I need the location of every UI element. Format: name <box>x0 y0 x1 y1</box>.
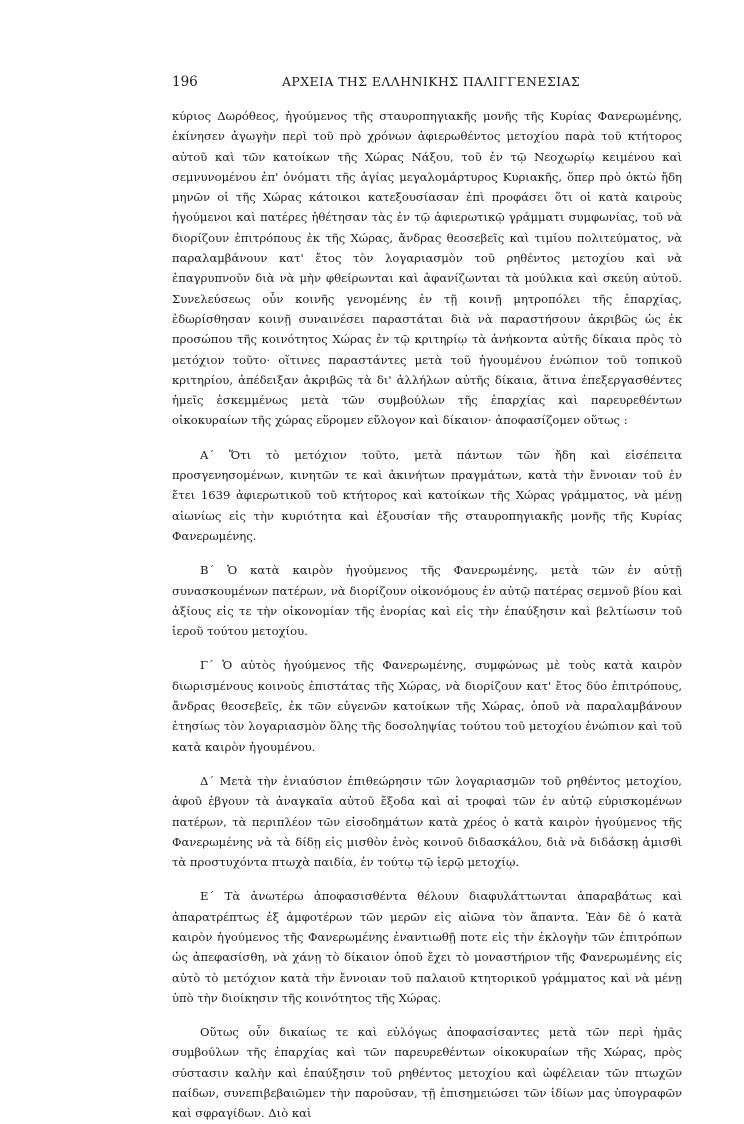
running-title: ΑΡΧΕΙΑ ΤΗΣ ΕΛΛΗΝΙΚΗΣ ΠΑΛΙΓΓΕΝΕΣΙΑΣ <box>282 74 581 89</box>
article-a: Α΄ Ὅτι τὸ μετόχιον τοῦτο, μετὰ πάντων τῶν ἤδη καὶ εἰσέπειτα προσγενησομένων, κινητῶν τε καὶ ἀκινήτων πραγμάτων, κατὰ τὴν ἔννοιαν τοῦ ἐν ἔτει 1639 ἀφιερωτικοῦ τοῦ κτήτορος καὶ κατοίκων τῆς Χώρας γράμματος, νὰ μένῃ αἰωνίως εἰς τὴν κυριότητα καὶ ἐξουσίαν τῆς σταυροπηγιακῆς μονῆς τῆς Κυρίας Φανερωμένης. <box>172 447 682 543</box>
article-d: Δ΄ Μετὰ τὴν ἐνιαύσιον ἐπιθεώρησιν τῶν λογαριασμῶν τοῦ ρηθέντος μετοχίου, ἀφοῦ ἐβγουν τὰ ἀναγκαῖα αὐτοῦ ἔξοδα καὶ αἱ τροφαὶ τῶν ἐν αὐτῷ εὑρισκομένων πατέρων, τὰ περιπλέον τῶν εἰσοδημάτων κατὰ χρέος ὁ κατὰ καιρὸν ἡγούμενος τῆς Φανερωμένης νὰ τὰ δίδῃ εἰς μισθὸν ἑνὸς κοινοῦ διδασκάλου, διὰ νὰ διδάσκῃ ἀμισθὶ τὰ προστυχόντα πτωχὰ παιδία, ἐν τούτῳ τῷ ἱερῷ μετοχίῳ. <box>172 773 682 870</box>
article-c: Γ΄ Ὁ αὐτὸς ἡγούμενος τῆς Φανερωμένης, συμφώνως μὲ τοὺς κατὰ καιρὸν διωρισμένους κοινοὺς ἐπιστάτας τῆς Χώρας, νὰ διορίζουν κατ' ἔτος δύο ἐπιτρόπους, ἄνδρας θεοσεβεῖς, ἐκ τῶν εὐγενῶν κατοίκων τῆς Χώρας, ὁποῦ νὰ παραλαμβάνουν ἐτησίως τὸν λογαριασμὸν ὅλης τῆς δοσοληψίας τούτου τοῦ μετοχίου ἐνώπιον καὶ τοῦ κατὰ καιρὸν ἡγουμένου. <box>172 658 682 754</box>
article-e: Ε΄ Τὰ ἀνωτέρω ἀποφασισθέντα θέλουν διαφυλάττωνται ἀπαραβάτως καὶ ἀπαρατρέπτως ἐξ ἀμφοτέρων τῶν μερῶν εἰς αἰῶνα τὸν ἅπαντα. Ἐὰν δὲ ὁ κατὰ καιρὸν ἡγούμενος τῆς Φανερωμένης ἐναντιωθῇ ποτε εἰς τὴν ἐκλογὴν τῶν ἐπιτρόπων ὡς ἀπεφασίσθη, νὰ χάνῃ τὸ δίκαιον ὁποῦ ἔχει τὸ μοναστήριον τῆς Φανερωμένης εἰς αὐτὸ τὸ μετόχιον κατὰ τὴν ἔννοιαν τοῦ παλαιοῦ κτητορικοῦ γράμματος καὶ νὰ μένῃ ὑπὸ τὴν διοίκησιν τῆς κοινότητος τῆς Χώρας. <box>172 889 682 1005</box>
page-header <box>172 74 682 94</box>
opening-paragraph: κύριος Δωρόθεος, ἡγούμενος τῆς σταυροπηγιακῆς μονῆς τῆς Κυρίας Φανερωμένης, ἐκίνησεν ἀγωγὴν περὶ τοῦ πρὸ χρόνων ἀφιερωθέντος μετοχίου παρὰ τοῦ κτήτορος αὐτοῦ καὶ τῶν κατοίκων τῆς Χώρας Νάξου, τοῦ ἐν τῷ Νεοχωρίῳ κειμένου καὶ σεμνυνομένου ἐπ' ὀνόματι τῆς ἁγίας μεγαλομάρτυρος Κυριακῆς, ὅπερ πρὸ ὀκτὼ ἤδη μηνῶν οἱ τῆς Χώρας κάτοικοι κατεξουσίασαν ἐπὶ προφάσει ὅτι οἱ κατὰ καιροὺς ἡγούμενοι καὶ πατέρες ἠθέτησαν τὰς ἐν τῷ ἀφιερωτικῷ γράμματι συμφωνίας, τοῦ νὰ διορίζουν ἐπιτρόπους ἐκ τῆς Χώρας, ἄνδρας θεοσεβεῖς καὶ τιμίου πολιτεύματος, νὰ παραλαμβάνουν κατ' ἔτος τὸν λογαριασμὸν τοῦ ρηθέντος μετοχίου καὶ νὰ ἐπαγρυπνοῦν διὰ νὰ μὴν φθείρωνται καὶ ἀφανίζωνται τὰ μούλκια καὶ σκεύη αὐτοῦ. Συνελεύσεως οὖν κοινῆς γενομένης ἐν τῇ κοινῇ μητροπόλει τῆς ἐπαρχίας, ἐδωρίσθησαν κοινῇ συναινέσει παραστάται διὰ νὰ παραστήσουν ἀκριβῶς ὡς ἐκ προσώπου τῆς κοινότητος Χώρας ἐν τῷ κριτηρίῳ τὰ ἀνήκοντα αὐτῆς δίκαια πρὸς τὸ μετόχιον τοῦτο· οἵτινες παραστάντες μετὰ τοῦ ἡγουμένου ἐνώπιον τοῦ τοπικοῦ κριτηρίου, ἀπέδειξαν ἀκριβῶς τὰ δι' ἀλλήλων αὐτῆς δίκαια, ἅτινα ἐπεξεργασθέντες ἡμεῖς ἐσκεμμένως μετὰ τῶν συμβούλων τῆς ἐπαρχίας καὶ παρευρεθέντων οἰκοκυραίων τῆς χώρας εὕρομεν εὔλογον καὶ δίκαιον· ἀποφασίζομεν οὕτως : <box>172 109 682 428</box>
page-number: 196 <box>172 74 198 90</box>
closing-paragraph: Οὕτως οὖν δικαίως τε καὶ εὐλόγως ἀποφασίσαντες μετὰ τῶν περὶ ἡμᾶς συμβούλων τῆς ἐπαρχίας καὶ τῶν παρευρεθέντων οἰκοκυραίων τῆς Χώρας, πρὸς σύστασιν καλὴν καὶ ἐπαύξησιν τοῦ ρηθέντος μετοχίου καὶ ὠφέλειαν τῶν πτωχῶν παίδων, συνεπιβεβαιῶμεν τὴν παροῦσαν, τῇ ἐπισημειώσει τῶν ἰδίων μας ὑπογραφῶν καὶ σφραγίδων. Διὸ καὶ <box>172 1025 682 1121</box>
body-text <box>172 106 682 1124</box>
article-b: Β΄ Ὁ κατὰ καιρὸν ἡγούμενος τῆς Φανερωμένης, μετὰ τῶν ἐν αὐτῇ συνασκουμένων πατέρων, νὰ διορίζουν οἰκονόμους ἐν αὐτῷ πατέρας σεμνοῦ βίου καὶ ἀξίους εἰς τε τὴν οἰκονομίαν τῆς ἐνορίας καὶ εἰς τὴν ἐπαύξησιν καὶ βελτίωσιν τοῦ ἱεροῦ τούτου μετοχίου. <box>172 563 682 639</box>
